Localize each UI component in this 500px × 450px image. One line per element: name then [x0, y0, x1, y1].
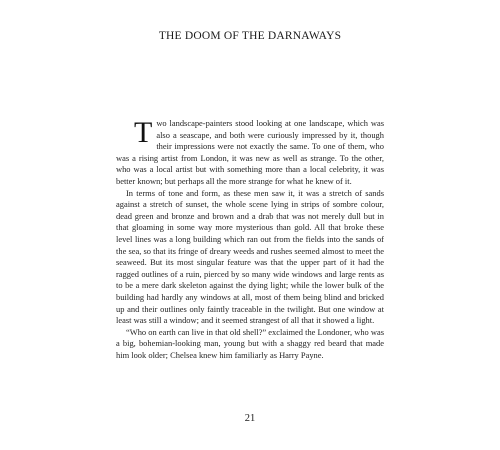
paragraph-2: In terms of tone and form, as these men saw it, it was a stretch of sands against a stretch of sunset, the whole scene lying in strips of sombre colour, dead green and bronze and brown and a drab that was not merely dull but in that gloaming in some way more mysterious than gold. All that broke these level lines was a long building which ran out from the fields into the sands of the sea, so that its fringe of dreary weeds and rushes seemed almost to meet the seaweed. But its most singular feature was that the upper part of it had the ragged outlines of a ruin, pierced by so many wide windows and large rents as to be a mere dark skeleton against the dying light; while the lower bulk of the building had hardly any windows at all, most of them being blind and bricked up and their outlines only faintly traceable in the twilight. But one window at least was still a window; and it seemed strangest of all that it showed a light. — [116, 187, 384, 326]
page-number: 21 — [244, 413, 256, 424]
body-text — [116, 118, 384, 361]
running-head: THE DOOM OF THE DARNAWAYS — [158, 30, 342, 42]
paragraph-1 — [116, 118, 384, 188]
drop-cap: T — [134, 116, 153, 149]
paragraph-3: “Who on earth can live in that old shell?” exclaimed the Londoner, who was a big, bohemian-looking man, young but with a shaggy red beard that made him look older; Chelsea knew him familiarly as Harry Payne. — [116, 326, 384, 360]
paragraph-1-text: wo landscape-painters stood looking at one landscape, which was also a seascape, and both were curiously impressed by it, though their impressions were not exactly the same. To one of them, who was a rising artist from London, it was new as well as strange. To the other, who was a local artist but with something more than a local celebrity, it was better known; but perhaps all the more strange for what he knew of it. — [116, 118, 384, 186]
